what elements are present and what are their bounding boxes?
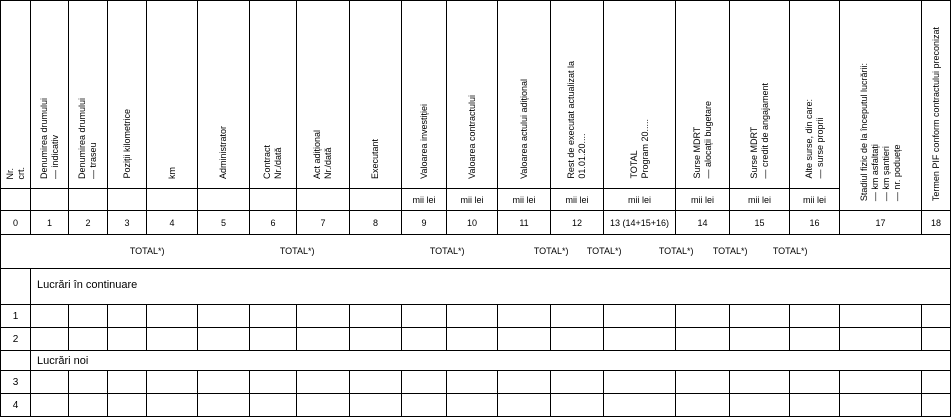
- unit-label: mii lei: [790, 189, 840, 211]
- section-row-new: [1, 351, 951, 371]
- row-number: 4: [1, 394, 31, 417]
- header-contractor: [350, 1, 402, 189]
- column-number: 11: [498, 211, 551, 235]
- column-number: 6: [250, 211, 297, 235]
- header-remaining: [551, 1, 604, 189]
- header-text: Valoarea actului adițional: [518, 79, 529, 179]
- header-text: Termen PIF conform contractului preconizat: [930, 26, 941, 201]
- row-number: 3: [1, 371, 31, 394]
- unit-label: mii lei: [676, 189, 730, 211]
- section-title: Lucrări în continuare: [31, 269, 951, 305]
- header-mdrt-credit: [730, 1, 790, 189]
- column-number: 16: [790, 211, 840, 235]
- column-number: 2: [69, 211, 108, 235]
- unit-cell: [108, 189, 147, 211]
- header-text: Act adițional Nr./dată: [312, 129, 333, 179]
- column-number: 4: [147, 211, 198, 235]
- header-administrator: [198, 1, 250, 189]
- header-text: Alte surse, din care: — surse proprii: [803, 99, 825, 179]
- column-number: 5: [198, 211, 250, 235]
- header-pif-term: [922, 1, 951, 211]
- column-number-row: [1, 211, 951, 235]
- header-text: TOTAL Program 20.....: [628, 119, 650, 179]
- column-number: 12: [551, 211, 604, 235]
- header-text: Denumirea drumului — indicativ: [38, 97, 60, 179]
- total-row: [1, 235, 951, 269]
- total-label: TOTAL*): [129, 246, 165, 256]
- table-row: [1, 371, 951, 394]
- column-number: 17: [840, 211, 922, 235]
- total-label: TOTAL*): [586, 246, 622, 256]
- column-number: 9: [402, 211, 447, 235]
- unit-cell: [350, 189, 402, 211]
- table-row: [1, 305, 951, 328]
- total-label: TOTAL*): [772, 246, 808, 256]
- total-label: TOTAL*): [279, 246, 315, 256]
- header-text: Administrator: [218, 125, 228, 179]
- header-road-route: [69, 1, 108, 189]
- header-row: [1, 1, 951, 189]
- unit-row: [1, 189, 951, 211]
- header-road-indicative: [31, 1, 69, 189]
- column-number: 8: [350, 211, 402, 235]
- column-number: 0: [1, 211, 31, 235]
- header-text: Executant: [370, 138, 380, 179]
- header-text: Valoarea contractului: [466, 95, 477, 179]
- header-text: Nr. crt.: [4, 166, 26, 179]
- header-total-program: [604, 1, 676, 189]
- row-number: 2: [1, 328, 31, 351]
- section-row-continuing: [1, 269, 951, 305]
- unit-cell: [250, 189, 297, 211]
- unit-label: mii lei: [604, 189, 676, 211]
- column-number: 13 (14+15+16): [604, 211, 676, 235]
- header-addendum: [297, 1, 350, 189]
- header-km: [147, 1, 198, 189]
- header-contract: [250, 1, 297, 189]
- unit-cell: [198, 189, 250, 211]
- header-km-positions: [108, 1, 147, 189]
- column-number: 15: [730, 211, 790, 235]
- column-number: 18: [922, 211, 951, 235]
- header-mdrt-budget: [676, 1, 730, 189]
- total-label: TOTAL*): [533, 246, 569, 256]
- header-contract-value: [447, 1, 498, 189]
- header-physical-status: [840, 1, 922, 211]
- header-text: Contract Nr./dată: [262, 144, 283, 179]
- header-addendum-value: [498, 1, 551, 189]
- total-label: TOTAL*): [658, 246, 694, 256]
- unit-cell: [1, 189, 31, 211]
- unit-label: mii lei: [498, 189, 551, 211]
- header-investment-value: [402, 1, 447, 189]
- header-text: Surse MDRT — alocații bugetare: [691, 101, 713, 179]
- header-text: Poziții kilometrice: [121, 109, 132, 179]
- unit-cell: [297, 189, 350, 211]
- header-text: Valoarea investiției: [418, 104, 429, 179]
- header-text: Denumirea drumului — traseu: [77, 97, 98, 179]
- table-row: [1, 394, 951, 417]
- column-number: 10: [447, 211, 498, 235]
- header-other-sources: [790, 1, 840, 189]
- header-text: Stadiul fizic de la începutul lucrării: — km asfaltați — km șantieri — nr. poduețe: [858, 62, 902, 201]
- column-number: 1: [31, 211, 69, 235]
- header-nr-crt: [1, 1, 31, 189]
- unit-cell: [147, 189, 198, 211]
- unit-label: mii lei: [730, 189, 790, 211]
- column-number: 7: [297, 211, 350, 235]
- section-title: Lucrări noi: [31, 351, 951, 371]
- header-text: Surse MDRT — credit de angajament: [748, 83, 770, 179]
- unit-label: mii lei: [551, 189, 604, 211]
- unit-cell: [31, 189, 69, 211]
- column-number: 14: [676, 211, 730, 235]
- header-text: km: [166, 167, 177, 179]
- unit-label: mii lei: [447, 189, 498, 211]
- column-number: 3: [108, 211, 147, 235]
- table-row: [1, 328, 951, 351]
- total-label: TOTAL*): [429, 246, 465, 256]
- header-text: Rest de executat actualizat la 01.01.20....: [566, 61, 587, 179]
- unit-cell: [69, 189, 108, 211]
- row-number: 1: [1, 305, 31, 328]
- unit-label: mii lei: [402, 189, 447, 211]
- total-label: TOTAL*): [712, 246, 748, 256]
